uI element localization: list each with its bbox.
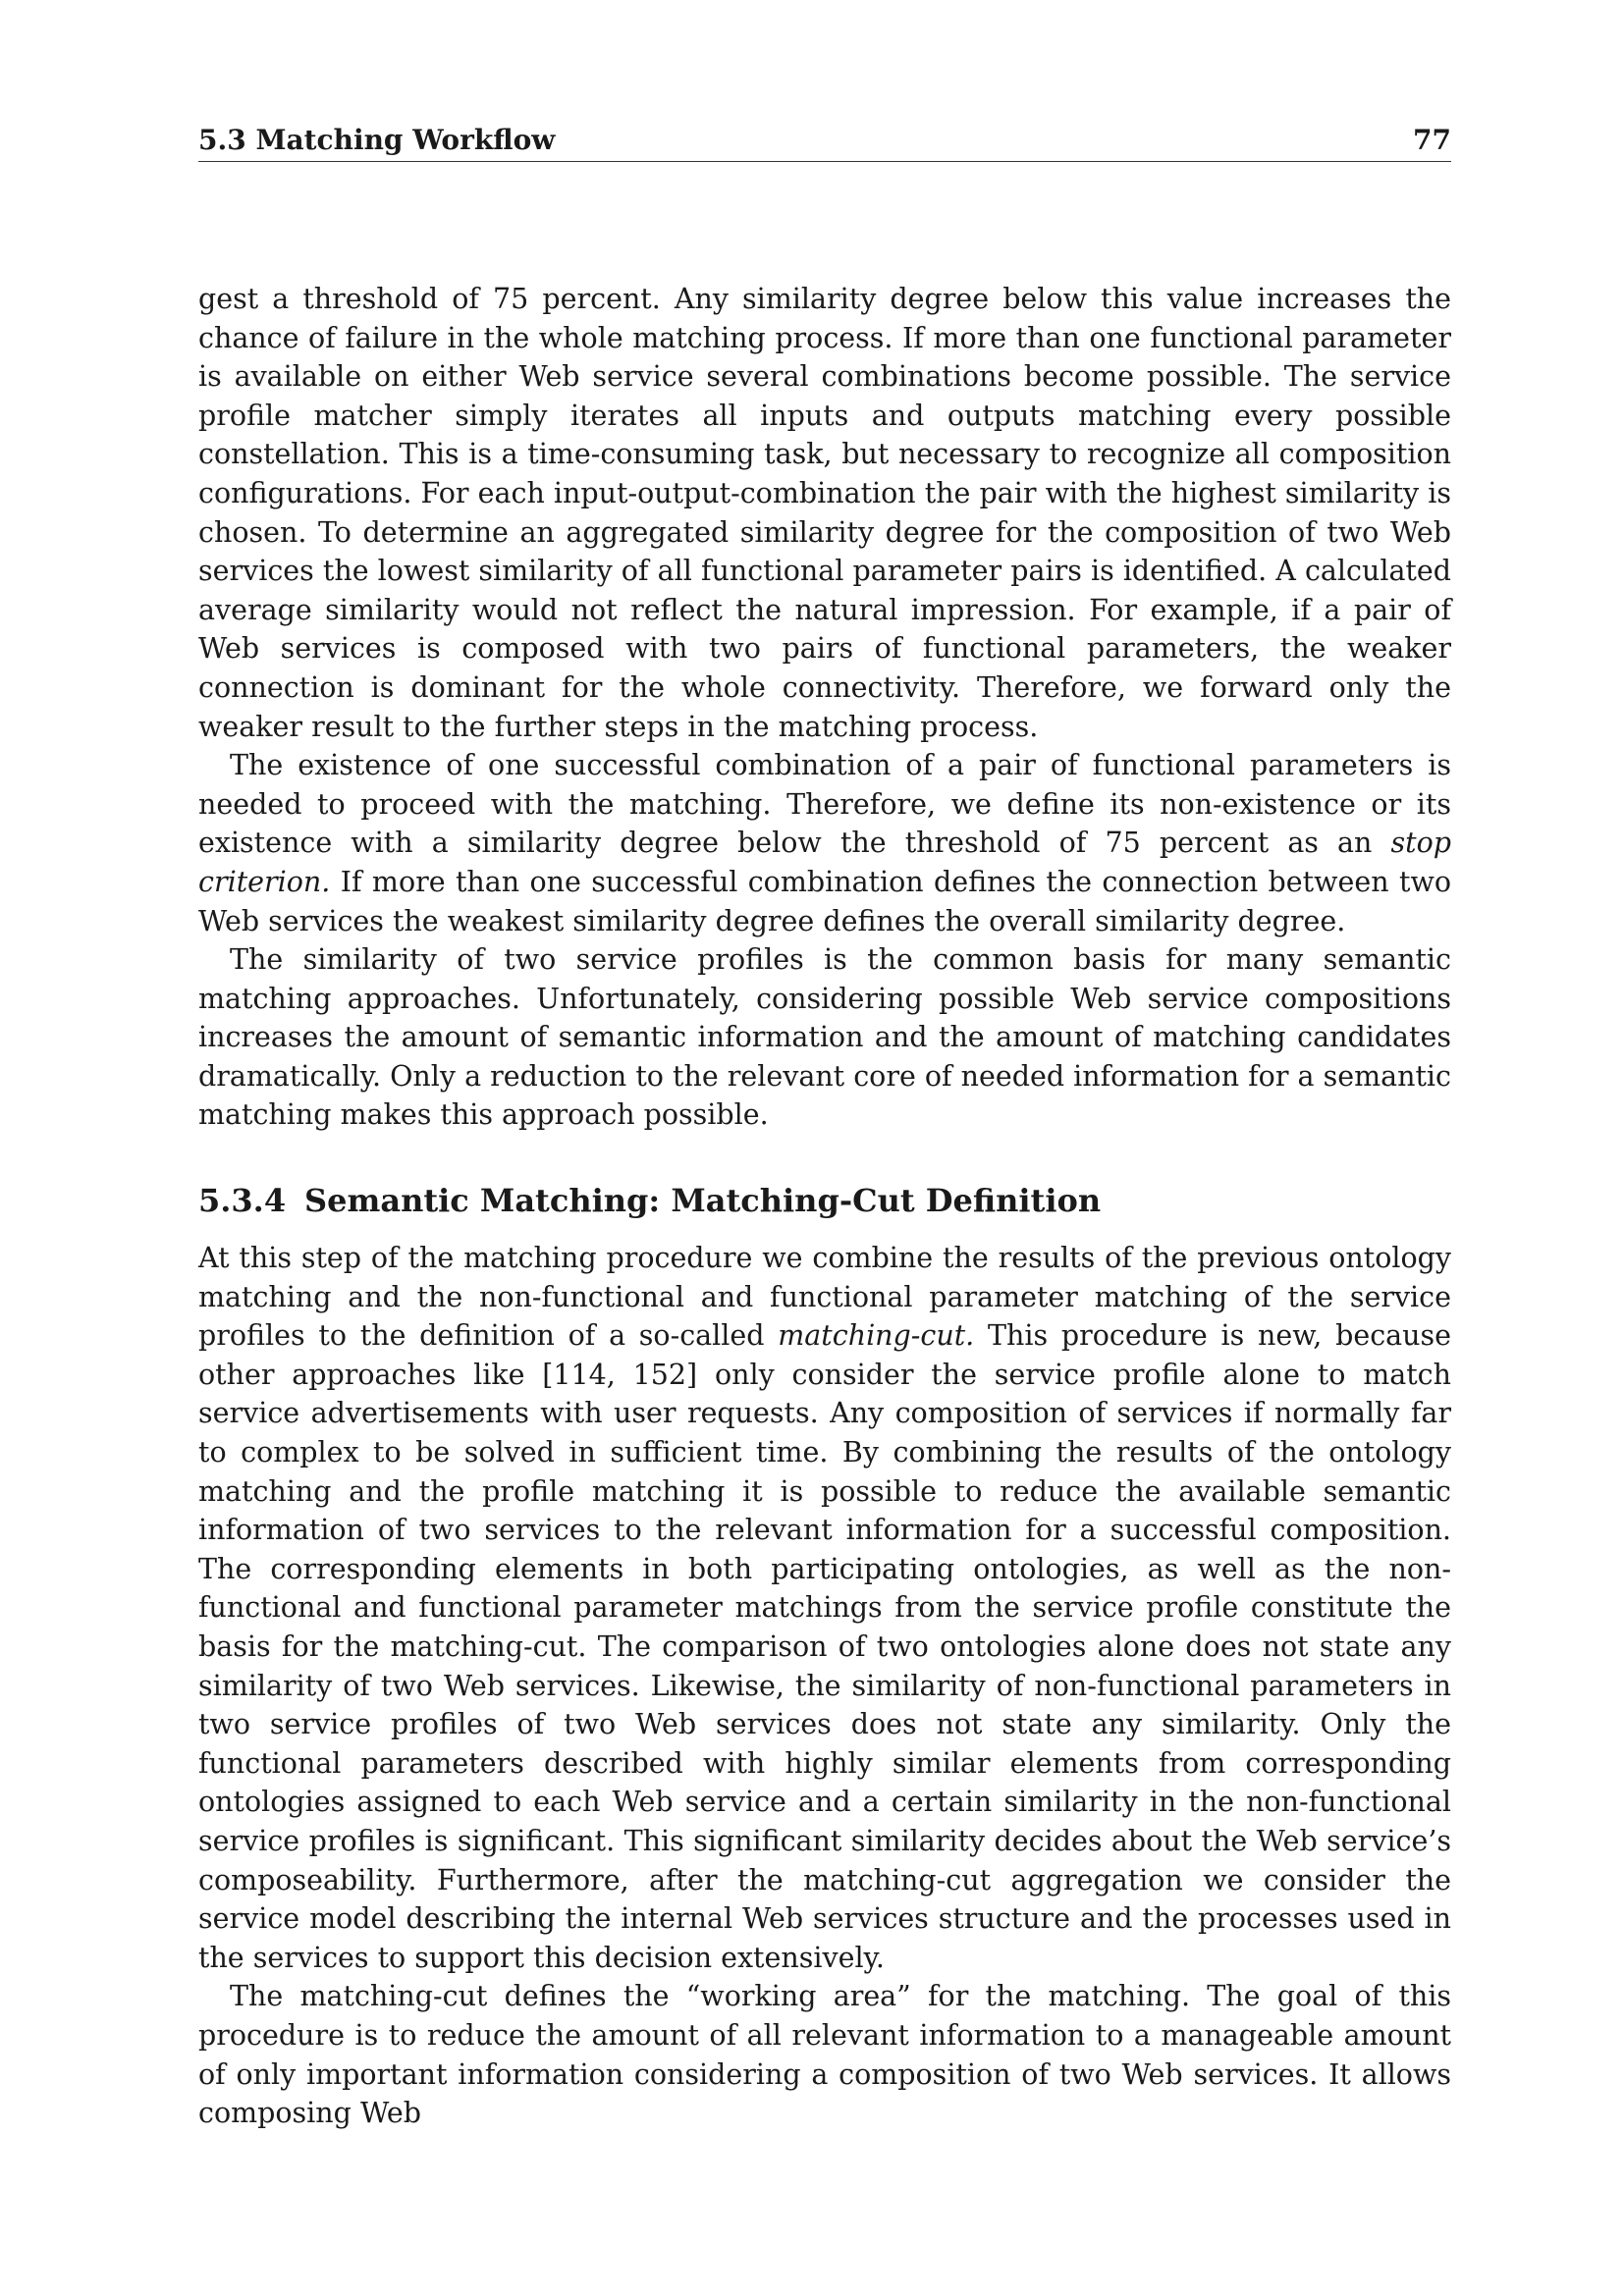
paragraph-text: The existence of one successful combination of a pair of functional parameters is needed to proceed with the matching. Therefore, we define its non-existence or its existence with a similarity degree below the threshold of 75 percent as an (198, 749, 1451, 860)
section-number: 5.3.4 (198, 1182, 287, 1220)
running-header (198, 124, 1451, 162)
emphasis-term: stop criterion. (198, 827, 1451, 898)
paragraph-working-area: The matching-cut defines the “working area” for the matching. The goal of this procedure is to reduce the amount of all relevant information to a manageable amount of only important information considering a composition of two Web services. It allows composing Web (198, 1980, 1451, 2130)
paragraph-similarity-basis: The similarity of two service profiles is the common basis for many semantic matching approaches. Unfortunately, considering possible Web service compositions increases the amount of semantic information and the amount of matching candidates dramatically. Only a reduction to the relevant core of needed information for a semantic matching makes this approach possible. (198, 943, 1451, 1132)
paragraph-continuation: gest a threshold of 75 percent. Any similarity degree below this value increases the chance of failure in the whole matching process. If more than one functional parameter is available on either Web service several combinations become possible. The service profile matcher simply iterates all inputs and outputs matching every possible constellation. This is a time-consuming task, but necessary to recognize all composition configurations. For each input-output-combination the pair with the highest similarity is chosen. To determine an aggregated similarity degree for the composition of two Web services the lowest similarity of all functional parameter pairs is identified. A calculated average similarity would not reflect the natural impression. For example, if a pair of Web services is composed with two pairs of functional parameters, the weaker connection is dominant for the whole connectivity. Therefore, we forward only the weaker result to the further steps in the matching process. (198, 283, 1451, 743)
paragraph-text: At this step of the matching procedure we combine the results of the previous ontology matching and the non-functional and functional parameter matching of the service profiles to the definition of a so-called (198, 1242, 1451, 1353)
section-heading (198, 1181, 1451, 1220)
paragraph-text: This procedure is new, because other approaches like [114, 152] only consider the service profile alone to match service advertisements with user requests. Any composition of services if normally far to complex to be solved in sufficient time. By combining the results of the ontology matching and the profile matching it is possible to reduce the available semantic information of two services to the relevant information for a successful composition. The corresponding elements in both participating ontologies, as well as the non-functional and functional parameter matchings from the service profile constitute the basis for the matching-cut. The comparison of two ontologies alone does not state any similarity of two Web services. Likewise, the similarity of non-functional parameters in two service profiles of two Web services does not state any similarity. Only the functional parameters described with highly similar elements from corresponding ontologies assigned to each Web service and a certain similarity in the non-functional service profiles is significant. This significant similarity decides about the Web service’s composeability. Furthermore, after the matching-cut aggregation we consider the service model describing the internal Web services structure and the processes used in the services to support this decision extensively. (198, 1319, 1452, 1974)
body-text (198, 280, 1451, 2133)
emphasis-term: matching-cut. (778, 1319, 975, 1353)
paragraph-stop-criterion (198, 746, 1451, 940)
header-section-title: 5.3 Matching Workflow (198, 124, 556, 156)
section-title: Semantic Matching: Matching-Cut Definition (304, 1182, 1102, 1220)
page-number: 77 (1413, 124, 1451, 156)
paragraph-text: If more than one successful combination defines the connection between two Web services the weakest similarity degree defines the overall similarity degree. (198, 865, 1451, 937)
paragraph-matching-cut-intro (198, 1239, 1451, 1977)
